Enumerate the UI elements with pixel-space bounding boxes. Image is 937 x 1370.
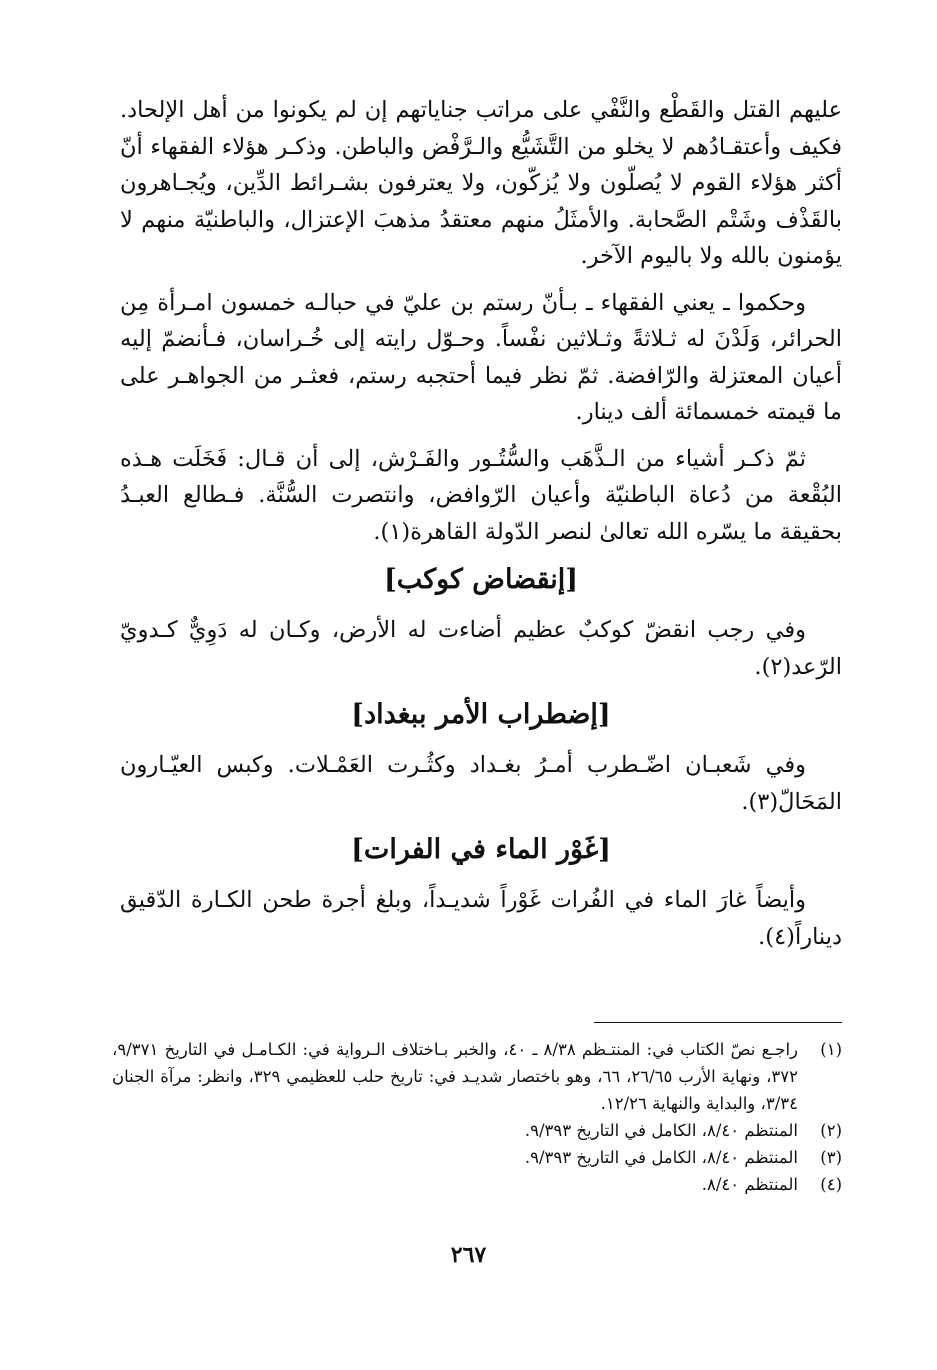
section-heading-baghdad: [إضطراب الأمر ببغداد]	[351, 699, 611, 730]
section-text-meteor: وفي رجب انقضّ كوكبٌ عظيم أضاءت له الأرض، وكـان له دَوِيٌّ كـدويّ الرّعد(٢).	[120, 617, 842, 680]
section-heading-meteor: [إنقضاض كوكب]	[383, 564, 579, 595]
footnote-number: (٤)	[820, 1175, 842, 1194]
footnote-text: المنتظم ٨/٤٠.	[701, 1175, 798, 1194]
footnote-1	[112, 1036, 842, 1117]
paragraph-3: ثمّ ذكـر أشياء من الـذَّهَب والسُّتُـور والفَـرْش، إلى أن قـال: فَخَلَت هـذه البُقْعة من دُعاة الباطنيّة وأعيان الرّوافض، وانتصرت السُّنَّة. فـطالع العبـدُ بحقيقة ما يسّره الله تعالىٰ لنصر الدّولة القاهرة(١).	[120, 445, 842, 545]
section-heading-euphrates: [غَوْر الماء في الفرات]	[351, 834, 611, 865]
page-number: ٢٦٧	[450, 1242, 487, 1268]
footnote-4	[112, 1171, 842, 1198]
footnote-2	[112, 1117, 842, 1144]
paragraph-2: وحكموا ـ يعني الفقهاء ـ بـأنّ رستم بن عليّ في حبالـه خمسون امـرأة مِن الحرائر، وَلَدْنَ له ثـلاثةً وثـلاثين نفْساً. وحـوّل رايته إلى خُـراسان، فـأنضمّ إليه أعيان المعتزلة والرّافضة. ثمّ نظر فيما أحتجبه رستم، فعثـر من الجواهـر على ما قيمته خمسمائة ألف دينار.	[120, 289, 842, 425]
section-text-baghdad: وفي شَعبـان اضّـطرب أمـرُ بغـداد وكثُـرت العَمْـلات. وكبس العيّـارون المَحَالّ(٣).	[120, 752, 842, 815]
section-text-euphrates: وأيضاً غارَ الماء في الفُرات غَوْراً شديـداً، وبلغ أجرة طحن الكـارة الدّقيق ديناراً(٤).	[120, 887, 842, 950]
paragraph-1: عليهم القتل والقَطْع والنَّفْي على مراتب جناياتهم إن لم يكونوا من أهل الإلحاد. فكيف وأعتقـادُهم لا يخلو من التَّشَيُّع والـرَّفْض والباطن. وذكـر هؤلاء الفقهاء أنّ أكثر هؤلاء القوم لا يُصلّون ولا يُزكّون، ولا يعترفون بشـرائط الدِّين، ويُجـاهرون بالقَذْف وشَتْم الصَّحابة. والأمثَلُ منهم معتقدُ مذهبَ الإعتزال، والباطنيّة منهم لا يؤمنون بالله ولا باليوم الآخر.	[120, 97, 843, 269]
footnote-number: (١)	[820, 1040, 842, 1059]
footnote-text: راجـع نصّ الكتاب في: المنتـظم ٨/٣٨ ـ ٤٠، والخبر بـاختلاف الـرواية في: الكـامـل في التاريخ ٩/٣٧١، ٣٧٢، ونهاية الأرب ٢٦/٦٥، ٦٦، وهو باختصار شديـد في: تاريخ حلب للعظيمي ٣٢٩، وانظر: مرآة الجنان ٣/٣٤، والبداية والنهاية ١٢/٢٦.	[112, 1040, 798, 1113]
footnote-text: المنتظم ٨/٤٠، الكامل في التاريخ ٩/٣٩٣.	[524, 1121, 798, 1140]
footnote-3	[112, 1144, 842, 1171]
footnote-text: المنتظم ٨/٤٠، الكامل في التاريخ ٩/٣٩٣.	[524, 1148, 798, 1167]
footnote-divider	[594, 1022, 842, 1023]
page-body	[120, 92, 842, 965]
footnotes	[112, 1036, 842, 1198]
footnote-number: (٢)	[820, 1121, 842, 1140]
footnote-number: (٣)	[820, 1148, 842, 1167]
